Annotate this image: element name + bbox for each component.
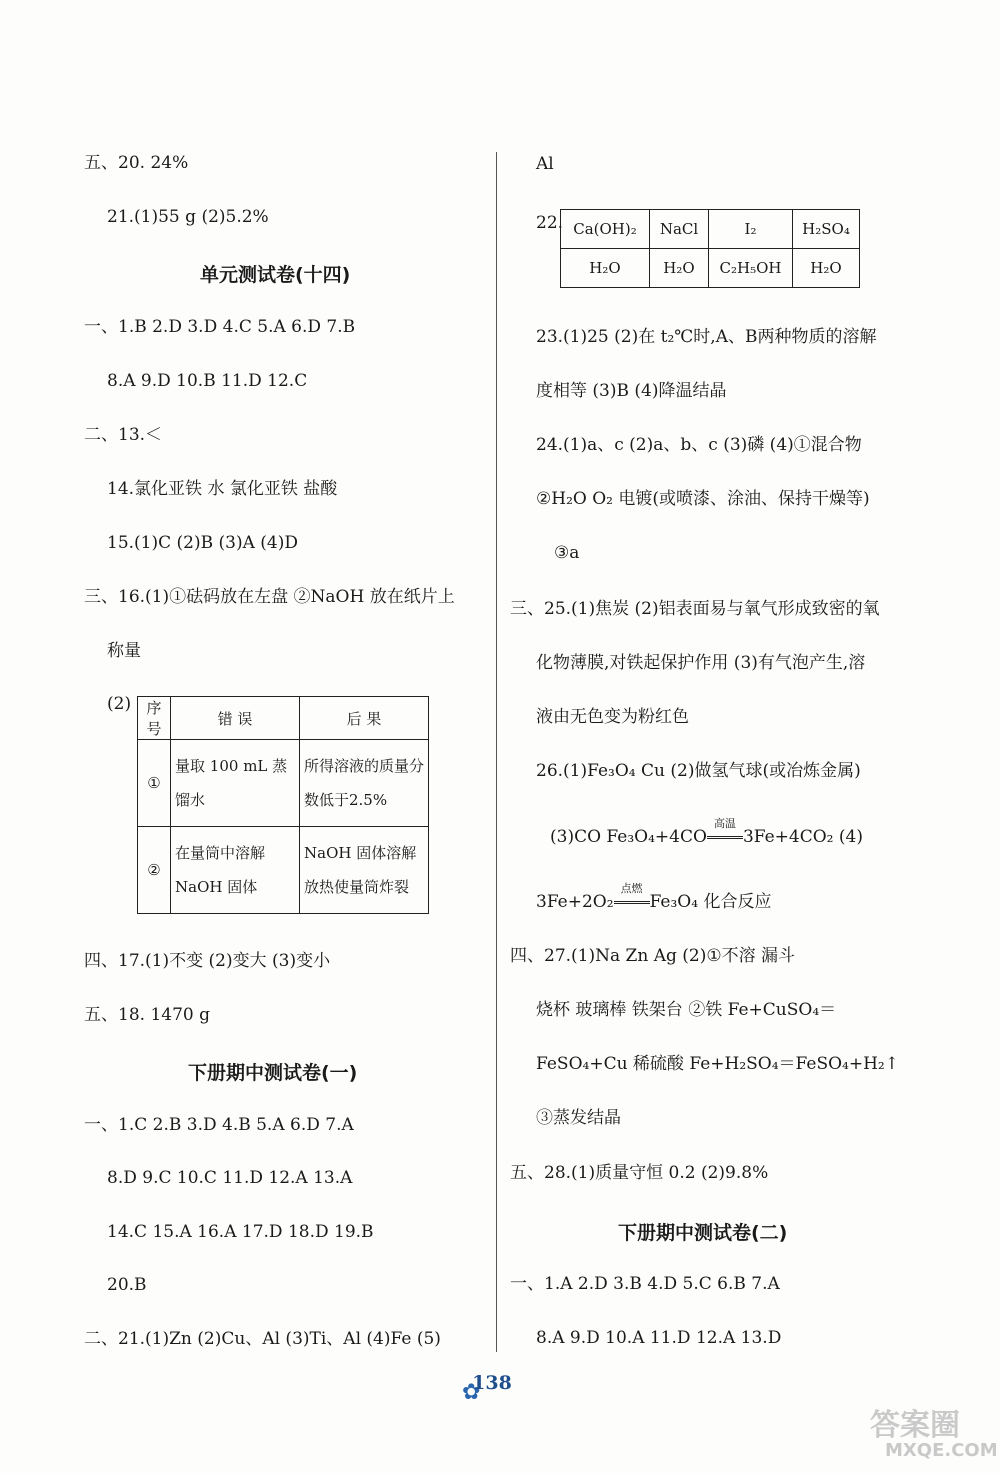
answer-line: ③a <box>554 543 580 563</box>
table-cell: I₂ <box>709 210 793 249</box>
watermark: 答案圈 <box>870 1408 960 1443</box>
table-cell: 所得溶液的质量分数低于2.5% <box>300 740 429 827</box>
table-cell: H₂O <box>561 249 650 288</box>
table-cell: H₂O <box>793 249 860 288</box>
leaf-icon: ✿ <box>462 1380 481 1405</box>
table-header: 序号 <box>138 697 171 740</box>
answer-line: 四、27.(1)Na Zn Ag (2)①不溶 漏斗 <box>510 946 795 966</box>
answer-line: ③蒸发结晶 <box>536 1108 621 1128</box>
reaction-arrow <box>614 882 650 913</box>
equation-line <box>550 817 863 848</box>
section-heading: 下册期中测试卷(二) <box>618 1222 788 1244</box>
answer-line: FeSO₄+Cu 稀硫酸 Fe+H₂SO₄＝FeSO₄+H₂↑ <box>536 1054 899 1074</box>
table-cell: NaCl <box>650 210 709 249</box>
reaction-arrow <box>707 817 743 848</box>
answer-line: 四、17.(1)不变 (2)变大 (3)变小 <box>84 951 331 971</box>
solution-table <box>560 209 860 288</box>
equation-line <box>536 882 772 913</box>
table-cell: 量取 100 mL 蒸馏水 <box>171 740 300 827</box>
answer-line: 二、21.(1)Zn (2)Cu、Al (3)Ti、Al (4)Fe (5) <box>84 1329 441 1349</box>
table-cell: 在量筒中溶解 NaOH 固体 <box>171 827 300 914</box>
answer-line: 烧杯 玻璃棒 铁架台 ②铁 Fe+CuSO₄＝ <box>536 1000 837 1020</box>
answer-line: (2) <box>107 694 132 714</box>
answer-line: 五、18. 1470 g <box>84 1005 210 1025</box>
answer-line: 三、25.(1)焦炭 (2)铝表面易与氧气形成致密的氧 <box>510 599 880 619</box>
table-cell: C₂H₅OH <box>709 249 793 288</box>
section-heading: 下册期中测试卷(一) <box>188 1062 358 1084</box>
equation-left: (3)CO Fe₃O₄+4CO <box>550 827 707 847</box>
column-divider <box>496 152 497 1352</box>
answer-line: 8.A 9.D 10.B 11.D 12.C <box>107 371 308 391</box>
answer-line: 一、1.A 2.D 3.B 4.D 5.C 6.B 7.A <box>510 1274 780 1294</box>
answer-line: 度相等 (3)B (4)降温结晶 <box>536 381 727 401</box>
answer-line: ②H₂O O₂ 电镀(或喷漆、涂油、保持干燥等) <box>536 489 870 509</box>
answer-line: 24.(1)a、c (2)a、b、c (3)磷 (4)①混合物 <box>536 435 862 455</box>
answer-line: 五、20. 24% <box>84 153 189 173</box>
answer-line: 三、16.(1)①砝码放在左盘 ②NaOH 放在纸片上 <box>84 587 455 607</box>
table-header: 后 果 <box>300 697 429 740</box>
answer-line: 21.(1)55 g (2)5.2% <box>107 207 269 227</box>
answer-line: 一、1.B 2.D 3.D 4.C 5.A 6.D 7.B <box>84 317 356 337</box>
table-cell: ② <box>138 827 171 914</box>
equation-left: 3Fe+2O₂ <box>536 892 614 912</box>
answer-line: 20.B <box>107 1275 147 1295</box>
equation-right: Fe₃O₄ 化合反应 <box>649 892 772 912</box>
answer-line: 8.D 9.C 10.C 11.D 12.A 13.A <box>107 1168 353 1188</box>
equation-right: 3Fe+4CO₂ (4) <box>742 827 863 847</box>
page-number: 138 <box>472 1372 512 1394</box>
section-heading: 单元测试卷(十四) <box>200 264 351 286</box>
table-header: 错 误 <box>171 697 300 740</box>
table-cell: H₂O <box>650 249 709 288</box>
answer-line: 五、28.(1)质量守恒 0.2 (2)9.8% <box>510 1163 769 1183</box>
answer-line: 14.C 15.A 16.A 17.D 18.D 19.B <box>107 1222 374 1242</box>
reaction-condition: 高温 <box>713 817 736 830</box>
answer-line: 化物薄膜,对铁起保护作用 (3)有气泡产生,溶 <box>536 653 866 673</box>
table-cell: Ca(OH)₂ <box>561 210 650 249</box>
error-table <box>137 696 429 914</box>
answer-line: 15.(1)C (2)B (3)A (4)D <box>107 533 298 553</box>
answer-line: 液由无色变为粉红色 <box>536 707 689 727</box>
table-cell: ① <box>138 740 171 827</box>
reaction-condition: 点燃 <box>620 882 643 895</box>
answer-line: 一、1.C 2.B 3.D 4.B 5.A 6.D 7.A <box>84 1115 354 1135</box>
answer-line: 22. <box>536 213 564 233</box>
answer-line: Al <box>536 154 554 174</box>
watermark-url: MXQE.COM <box>885 1440 998 1461</box>
table-cell: NaOH 固体溶解放热使量筒炸裂 <box>300 827 429 914</box>
answer-line: 8.A 9.D 10.A 11.D 12.A 13.D <box>536 1328 782 1348</box>
answer-line: 称量 <box>107 641 141 661</box>
answer-line: 23.(1)25 (2)在 t₂℃时,A、B两种物质的溶解 <box>536 327 877 347</box>
answer-line: 26.(1)Fe₃O₄ Cu (2)做氢气球(或冶炼金属) <box>536 761 861 781</box>
table-cell: H₂SO₄ <box>793 210 860 249</box>
answer-line: 二、13.＜ <box>84 425 163 445</box>
answer-line: 14.氯化亚铁 水 氯化亚铁 盐酸 <box>107 479 338 499</box>
